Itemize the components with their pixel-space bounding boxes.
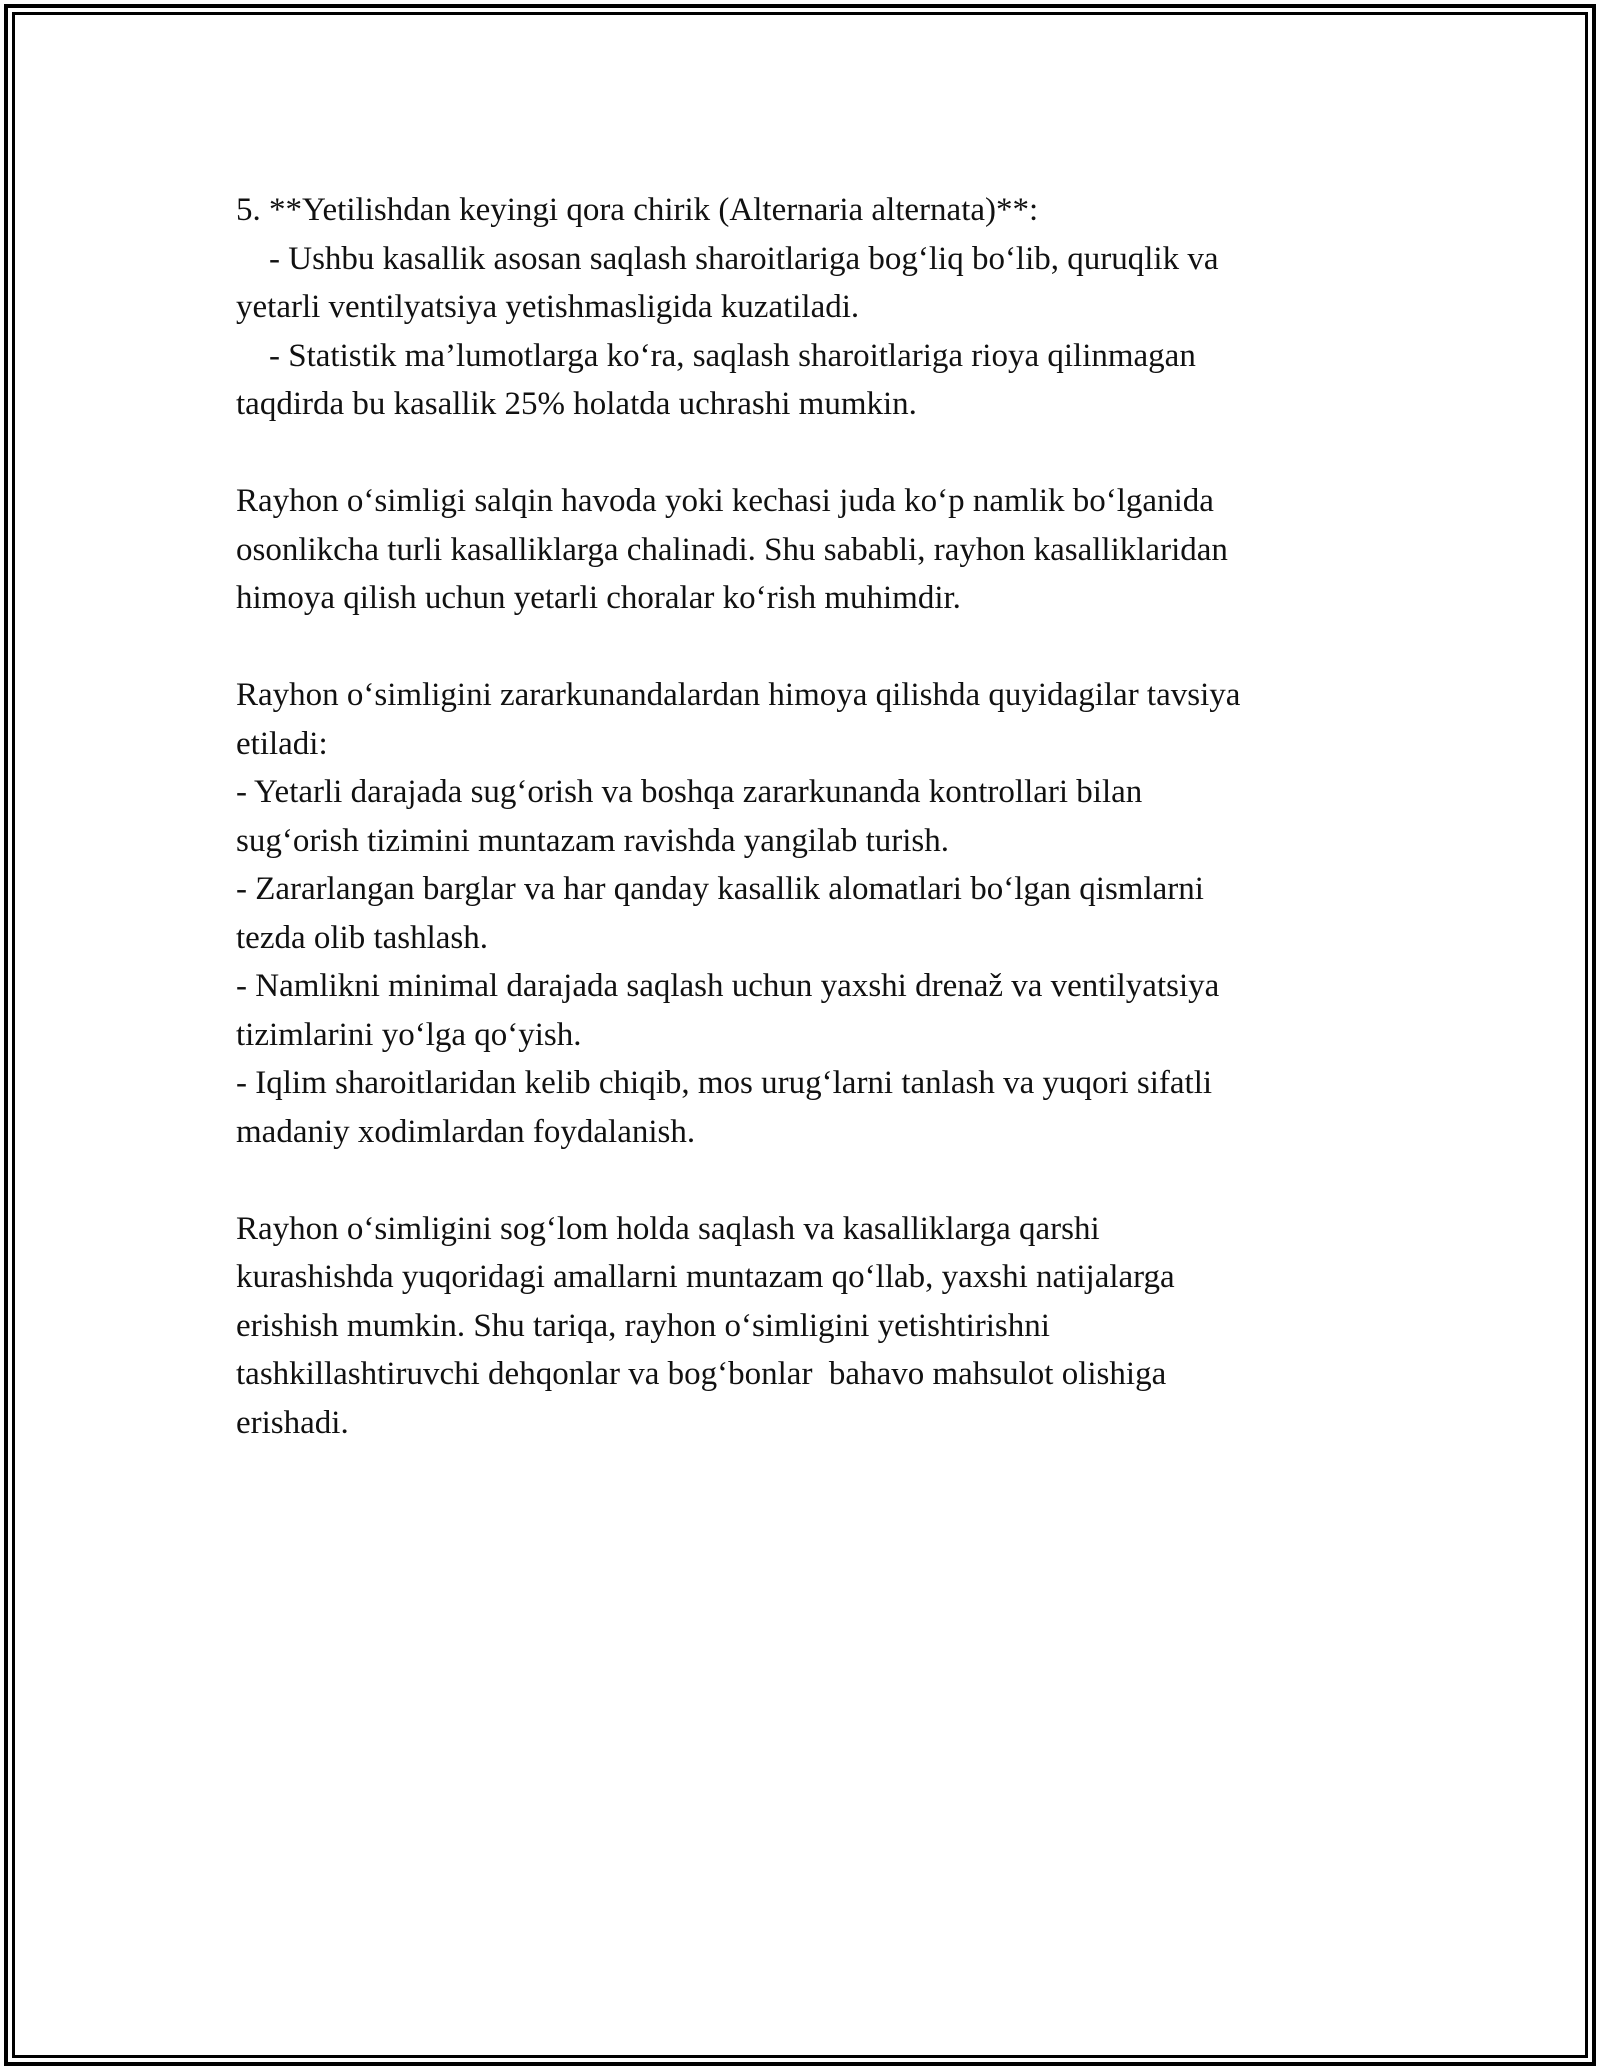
document-body <box>236 186 1366 1447</box>
paragraph-1-line-2: osonlikcha turli kasalliklarga chalinadi. Shu sababli, rayhon kasalliklaridan <box>236 531 1228 568</box>
paragraph-1-line-3: himoya qilish uchun yetarli choralar ko‘rish muhimdir. <box>236 580 961 616</box>
section-5-bullet-1-line-2: yetarli ventilyatsiya yetishmasligida kuzatiladi. <box>236 289 860 325</box>
section-5-heading: 5. **Yetilishdan keyingi qora chirik (Alternaria alternata)**: <box>236 192 1039 228</box>
paragraph-1-line-1: Rayhon o‘simligi salqin havoda yoki kechasi juda ko‘p namlik bo‘lganida <box>236 483 1214 519</box>
recommendation-item-4-line-1: - Iqlim sharoitlaridan kelib chiqib, mos urug‘larni tanlash va yuqori sifatli <box>236 1065 1213 1101</box>
recommendation-item-4-line-2: madaniy xodimlardan foydalanish. <box>236 1113 696 1150</box>
recommendation-item-1-line-2: sug‘orish tizimini muntazam ravishda yangilab turish. <box>236 822 950 859</box>
recommendations-intro-line-2: etiladi: <box>236 725 328 762</box>
recommendation-item-3-line-1: - Namlikni minimal darajada saqlash uchun yaxshi drenaž va ventilyatsiya <box>236 968 1220 1004</box>
recommendation-item-2-line-2: tezda olib tashlash. <box>236 919 489 956</box>
recommendation-item-3-line-2: tizimlarini yo‘lga qo‘yish. <box>236 1016 582 1053</box>
section-5-bullet-2-line-2: taqdirda bu kasallik 25% holatda uchrashi mumkin. <box>236 386 917 422</box>
paragraph-gap <box>236 623 1366 672</box>
conclusion-line-3: erishish mumkin. Shu tariqa, rayhon o‘simligini yetishtirishni <box>236 1307 1050 1344</box>
conclusion-line-1: Rayhon o‘simligini sog‘lom holda saqlash va kasalliklarga qarshi <box>236 1210 1100 1247</box>
section-5-bullet-1-line-1: - Ushbu kasallik asosan saqlash sharoitlariga bog‘liq bo‘lib, quruqlik va <box>236 240 1219 277</box>
conclusion-line-2: kurashishda yuqoridagi amallarni muntazam qo‘llab, yaxshi natijalarga <box>236 1259 1175 1295</box>
recommendations-list <box>236 671 1366 1156</box>
section-5-disease <box>236 186 1366 429</box>
recommendation-item-2-line-1: - Zararlangan barglar va har qanday kasallik alomatlari bo‘lgan qismlarni <box>236 871 1204 907</box>
paragraph-basil-susceptibility <box>236 477 1366 623</box>
paragraph-gap <box>236 429 1366 478</box>
conclusion-line-5: erishadi. <box>236 1404 349 1441</box>
conclusion-line-4: tashkillashtiruvchi dehqonlar va bog‘bonlar bahavo mahsulot olishiga <box>236 1356 1167 1392</box>
paragraph-gap <box>236 1156 1366 1205</box>
recommendations-intro-line-1: Rayhon o‘simligini zararkunandalardan himoya qilishda quyidagilar tavsiya <box>236 677 1241 713</box>
section-5-bullet-2-line-1: - Statistik ma’lumotlarga ko‘ra, saqlash sharoitlariga rioya qilinmagan <box>236 337 1196 374</box>
recommendation-item-1-line-1: - Yetarli darajada sug‘orish va boshqa zararkunanda kontrollari bilan <box>236 774 1143 810</box>
paragraph-conclusion <box>236 1205 1366 1448</box>
